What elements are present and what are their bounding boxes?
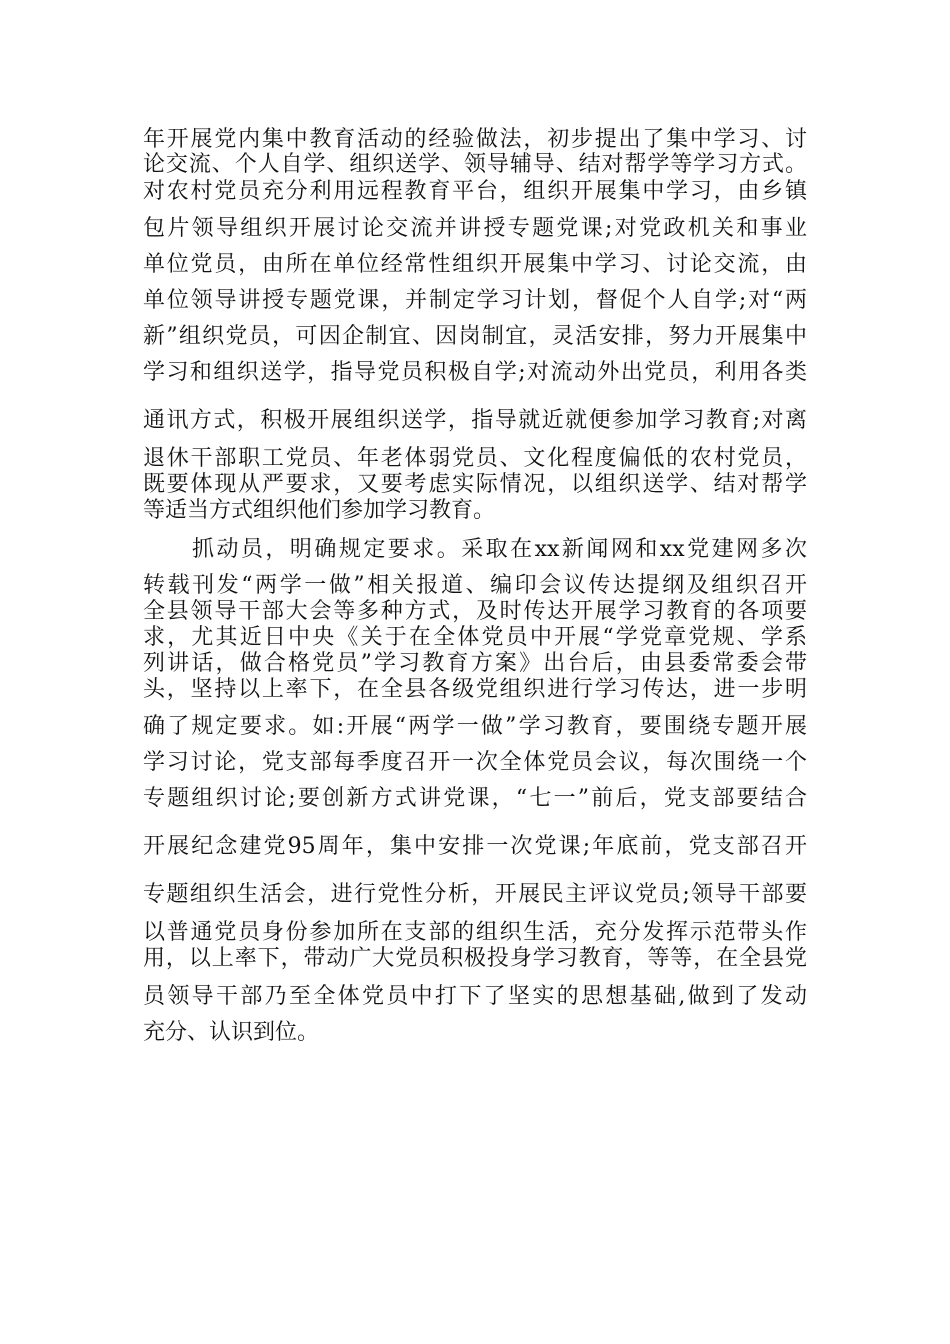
text-line: 确了规定要求。如:开展“两学一做”学习教育，要围绕专题开展 [143, 714, 807, 739]
text-line: 新”组织党员，可因企制宜、因岗制宜，灵活安排，努力开展集中 [143, 324, 807, 349]
text-line: 单位领导讲授专题党课，并制定学习计划，督促个人自学;对“两 [143, 288, 807, 313]
text-line: 以普通党员身份参加所在支部的组织生活，充分发挥示范带头作 [143, 920, 807, 945]
text-line: 专题组织讨论;要创新方式讲党课，“七一”前后，党支部要结合 [143, 786, 807, 811]
text-line: 既要体现从严要求，又要考虑实际情况，以组织送学、结对帮学 [143, 472, 807, 497]
text-line: 员领导干部乃至全体党员中打下了坚实的思想基础,做到了发动 [143, 984, 807, 1009]
paragraph-first-line: 抓动员，明确规定要求。采取在xx新闻网和xx党建网多次 [192, 537, 807, 562]
text-line: 包片领导组织开展讨论交流并讲授专题党课;对党政机关和事业 [143, 216, 807, 241]
text-line: 全县领导干部大会等多种方式，及时传达开展学习教育的各项要 [143, 599, 807, 624]
text-line: 学习讨论，党支部每季度召开一次全体党员会议，每次围绕一个 [143, 750, 807, 775]
text-line: 转载刊发“两学一做”相关报道、编印会议传达提纲及组织召开 [143, 573, 807, 598]
text-line: 用，以上率下，带动广大党员积极投身学习教育，等等，在全县党 [143, 946, 807, 971]
text-line: 年开展党内集中教育活动的经验做法，初步提出了集中学习、讨 [143, 127, 807, 152]
text-line: 对农村党员充分利用远程教育平台，组织开展集中学习，由乡镇 [143, 179, 807, 204]
text-line: 通讯方式，积极开展组织送学，指导就近就便参加学习教育;对离 [143, 408, 807, 433]
text-line: 论交流、个人自学、组织送学、领导辅导、结对帮学等学习方式。 [143, 152, 807, 177]
text-line: 退休干部职工党员、年老体弱党员、文化程度偏低的农村党员， [143, 446, 807, 471]
text-line: 专题组织生活会，进行党性分析，开展民主评议党员;领导干部要 [143, 882, 807, 907]
text-line: 等适当方式组织他们参加学习教育。 [143, 498, 496, 523]
text-line: 求，尤其近日中央《关于在全体党员中开展“学党章党规、学系 [143, 625, 807, 650]
text-line: 单位党员，由所在单位经常性组织开展集中学习、讨论交流，由 [143, 252, 807, 277]
text-line: 充分、认识到位。 [143, 1020, 320, 1045]
text-line: 列讲话，做合格党员”学习教育方案》出台后，由县委常委会带 [143, 651, 807, 676]
text-line: 开展纪念建党95周年，集中安排一次党课;年底前，党支部召开 [143, 834, 807, 859]
text-line: 头，坚持以上率下，在全县各级党组织进行学习传达，进一步明 [143, 677, 807, 702]
text-line: 学习和组织送学，指导党员积极自学;对流动外出党员，利用各类 [143, 360, 807, 385]
